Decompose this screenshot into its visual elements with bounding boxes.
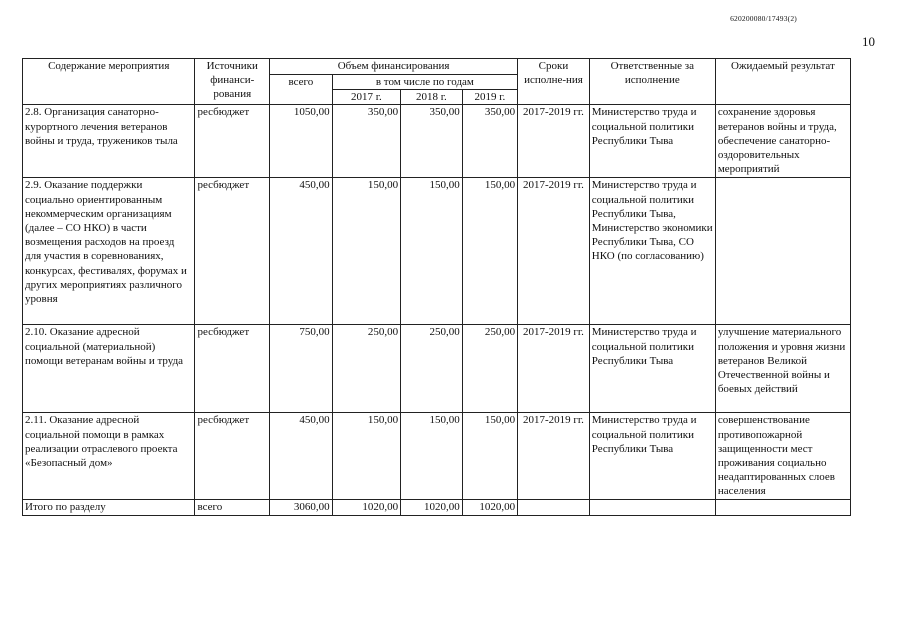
- row-2018: 150,00: [401, 178, 463, 325]
- row-responsible: Министерство труда и социальной политики Республики Тыва: [589, 105, 715, 178]
- row-content: 2.8. Организация санаторно-курортного лечения ветеранов войны и труда, тружеников тыла: [23, 105, 195, 178]
- row-result: [715, 178, 850, 325]
- row-content: 2.11. Оказание адресной социальной помощи в рамках реализации отраслевого проекта «Безопасный дом»: [23, 413, 195, 500]
- row-total: 750,00: [270, 325, 333, 413]
- row-responsible: Министерство труда и социальной политики Республики Тыва, Министерство экономики Республики Тыва, СО НКО (по согласованию): [589, 178, 715, 325]
- total-responsible-empty: [589, 500, 715, 516]
- header-total: всего: [270, 75, 333, 105]
- row-result: улучшение материального положения и уровня жизни ветеранов Великой Отечественной войны и боевых действий: [715, 325, 850, 413]
- row-terms: 2017-2019 гг.: [518, 325, 590, 413]
- header-volume: Объем финансирования: [270, 59, 518, 75]
- row-terms: 2017-2019 гг.: [518, 105, 590, 178]
- row-result: совершенствование противопожарной защищенности мест проживания социально неадаптированных слоев населения: [715, 413, 850, 500]
- row-total: 450,00: [270, 413, 333, 500]
- row-total: 1050,00: [270, 105, 333, 178]
- row-2018: 250,00: [401, 325, 463, 413]
- total-sum: 3060,00: [270, 500, 333, 516]
- total-row: [23, 500, 851, 516]
- document-code: 620200080/17493(2): [730, 14, 797, 23]
- total-terms-empty: [518, 500, 590, 516]
- total-label: Итого по разделу: [23, 500, 195, 516]
- row-2017: 150,00: [332, 178, 401, 325]
- table-header: [23, 59, 851, 105]
- row-source: ресбюджет: [195, 178, 270, 325]
- row-source: ресбюджет: [195, 413, 270, 500]
- row-2019: 150,00: [462, 178, 517, 325]
- row-2019: 350,00: [462, 105, 517, 178]
- row-responsible: Министерство труда и социальной политики Республики Тыва: [589, 413, 715, 500]
- header-result: Ожидаемый результат: [715, 59, 850, 105]
- row-source: ресбюджет: [195, 105, 270, 178]
- row-content: 2.10. Оказание адресной социальной (материальной) помощи ветеранам войны и труда: [23, 325, 195, 413]
- page-number: 10: [862, 34, 875, 49]
- row-terms: 2017-2019 гг.: [518, 178, 590, 325]
- financing-table: [22, 58, 851, 516]
- header-by-years: в том числе по годам: [332, 75, 518, 90]
- row-2017: 250,00: [332, 325, 401, 413]
- row-result: сохранение здоровья ветеранов войны и труда, обеспечение санаторно-оздоровительных мероприятий: [715, 105, 850, 178]
- row-terms: 2017-2019 гг.: [518, 413, 590, 500]
- table-row: [23, 105, 851, 178]
- table-row: [23, 178, 851, 325]
- total-source: всего: [195, 500, 270, 516]
- header-2017: 2017 г.: [332, 90, 401, 105]
- header-2018: 2018 г.: [401, 90, 463, 105]
- header-2019: 2019 г.: [462, 90, 517, 105]
- row-2019: 250,00: [462, 325, 517, 413]
- row-2018: 350,00: [401, 105, 463, 178]
- table-row: [23, 413, 851, 500]
- total-2019: 1020,00: [462, 500, 517, 516]
- header-sources: Источники финанси-рования: [195, 59, 270, 105]
- row-content: 2.9. Оказание поддержки социально ориентированным некоммерческим организациям (далее – СО НКО) в части возмещения расходов на проезд для участия в соревнованиях, конкурсах, фестивалях, форумах и других мероприятиях различного уровня: [23, 178, 195, 325]
- header-responsible: Ответственные за исполнение: [589, 59, 715, 105]
- total-2017: 1020,00: [332, 500, 401, 516]
- header-content: Содержание мероприятия: [23, 59, 195, 105]
- row-2018: 150,00: [401, 413, 463, 500]
- row-responsible: Министерство труда и социальной политики Республики Тыва: [589, 325, 715, 413]
- header-terms: Сроки исполне-ния: [518, 59, 590, 105]
- total-result-empty: [715, 500, 850, 516]
- row-total: 450,00: [270, 178, 333, 325]
- row-2017: 150,00: [332, 413, 401, 500]
- row-2017: 350,00: [332, 105, 401, 178]
- row-2019: 150,00: [462, 413, 517, 500]
- total-2018: 1020,00: [401, 500, 463, 516]
- row-source: ресбюджет: [195, 325, 270, 413]
- table-row: [23, 325, 851, 413]
